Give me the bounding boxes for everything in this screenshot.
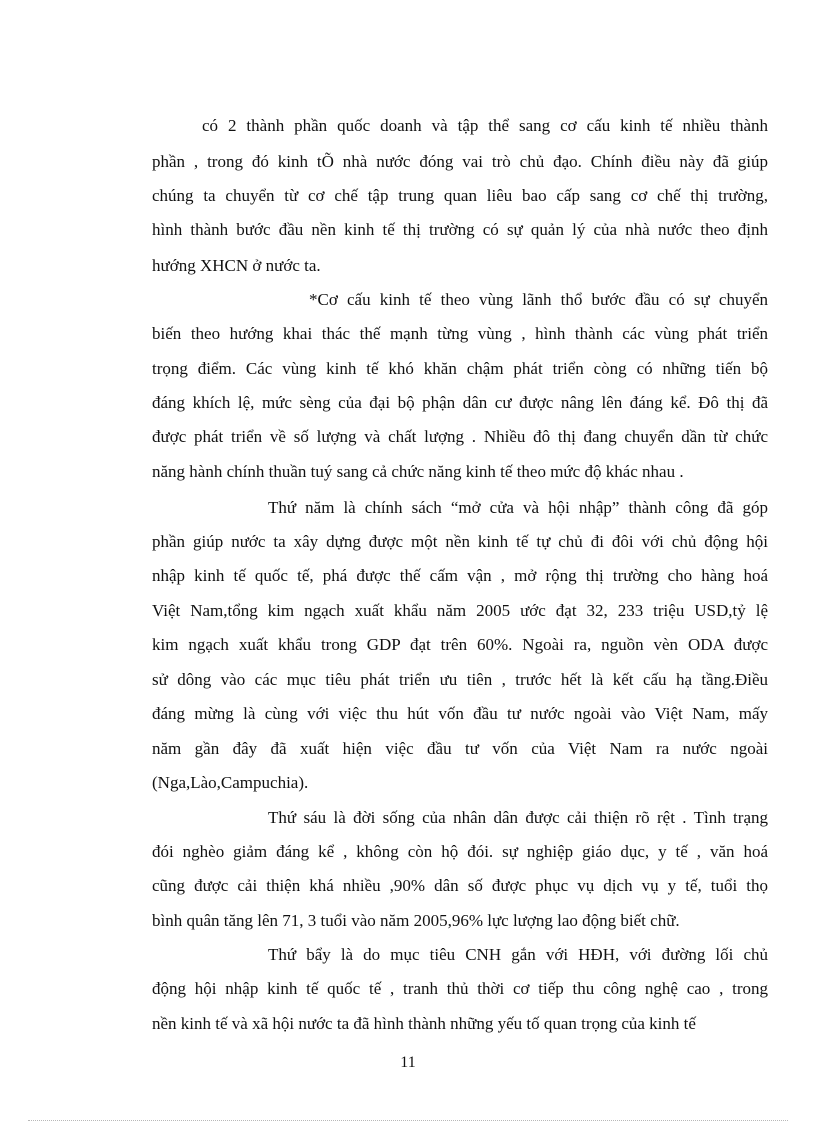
text-line: nhập kinh tế quốc tế, phá được thế cấm vận , mở rộng thị trường cho hàng hoá: [152, 566, 768, 585]
text-line: phần giúp nước ta xây dựng được một nền kinh tế tự chủ đi đôi với chủ động hội: [152, 532, 768, 551]
text-line: Thứ sáu là đời sống của nhân dân được cải thiện rõ rệt . Tình trạng: [268, 808, 768, 827]
text-line: nền kinh tế và xã hội nước ta đã hình thành những yếu tố quan trọng của kinh tế: [152, 1014, 696, 1033]
page-number: 11: [400, 1054, 416, 1071]
text-line: chúng ta chuyển từ cơ chế tập trung quan liêu bao cấp sang cơ chế thị trường,: [152, 186, 768, 205]
text-line: kim ngạch xuất khẩu trong GDP đạt trên 60%. Ngoài ra, nguồn vèn ODA được: [152, 635, 768, 654]
text-line: trọng điểm. Các vùng kinh tế khó khăn chậm phát triển còng có những tiến bộ: [152, 359, 768, 378]
text-line: có 2 thành phần quốc doanh và tập thể sang cơ cấu kinh tế nhiều thành: [202, 116, 768, 135]
text-line: bình quân tăng lên 71, 3 tuổi vào năm 2005,96% lực lượng lao động biết chữ.: [152, 911, 680, 930]
text-line: đáng khích lệ, mức sèng của đại bộ phận dân cư được nâng lên đáng kể. Đô thị đã: [152, 393, 768, 412]
text-line: Việt Nam,tổng kim ngạch xuất khẩu năm 2005 ước đạt 32, 233 triệu USD,tỷ lệ: [152, 601, 768, 620]
text-line: Thứ bẩy là do mục tiêu CNH gắn với HĐH, với đường lối chủ: [268, 945, 768, 964]
text-line: được phát triển về số lượng và chất lượng . Nhiều đô thị đang chuyển dần từ chức: [152, 427, 768, 446]
text-line: đói nghèo giảm đáng kể , không còn hộ đói. sự nghiệp giáo dục, y tế , văn hoá: [152, 842, 768, 861]
text-line: hướng XHCN ở nước ta.: [152, 256, 321, 275]
text-line: hình thành bước đầu nền kinh tế thị trường có sự quản lý của nhà nước theo định: [152, 220, 768, 239]
text-line: biến theo hướng khai thác thế mạnh từng vùng , hình thành các vùng phát triển: [152, 324, 768, 343]
text-line: phần , trong đó kinh tÕ nhà nước đóng vai trò chủ đạo. Chính điều này đã giúp: [152, 152, 768, 171]
page-bottom-divider: [28, 1120, 788, 1121]
text-line: (Nga,Lào,Campuchia).: [152, 773, 309, 792]
text-line: năm gần đây đã xuất hiện việc đầu tư vốn của Việt Nam ra nước ngoài: [152, 739, 768, 758]
text-line: đáng mừng là cùng với việc thu hút vốn đầu tư nước ngoài vào Việt Nam, mấy: [152, 704, 768, 723]
text-line: năng hành chính thuần tuý sang cả chức năng kinh tế theo mức độ khác nhau .: [152, 462, 684, 481]
text-line: động hội nhập kinh tế quốc tế , tranh thủ thời cơ tiếp thu công nghệ cao , trong: [152, 979, 768, 998]
text-line: Thứ năm là chính sách “mở cửa và hội nhập” thành công đã góp: [268, 498, 768, 517]
text-line: *Cơ cấu kinh tế theo vùng lãnh thổ bước đầu có sự chuyển: [309, 290, 768, 309]
text-line: cũng được cải thiện khá nhiều ,90% dân số được phục vụ dịch vụ y tế, tuổi thọ: [152, 876, 768, 895]
text-line: sử dông vào các mục tiêu phát triển ưu tiên , trước hết là kết cấu hạ tầng.Điều: [152, 670, 768, 689]
